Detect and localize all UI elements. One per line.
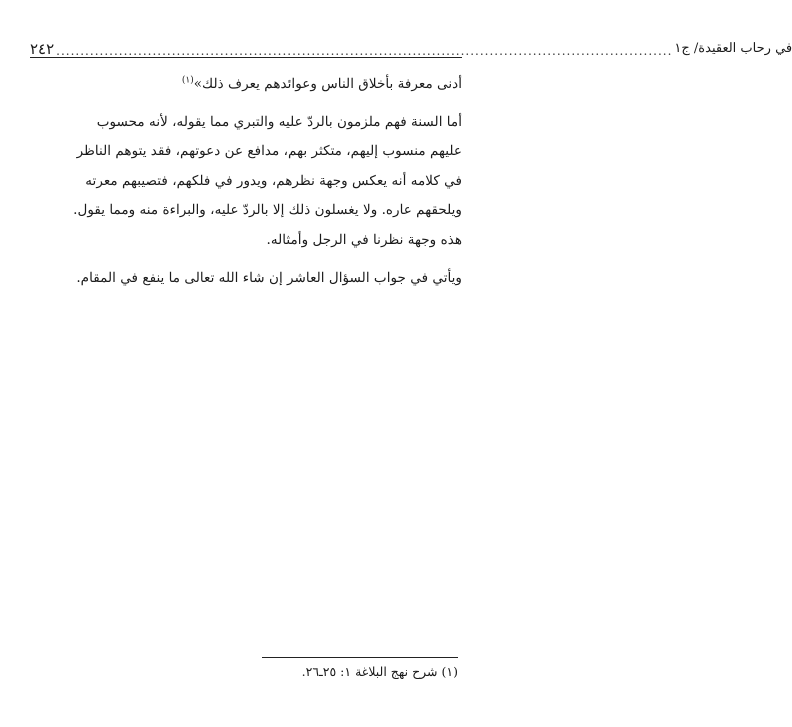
footnote-reference: (١) <box>181 75 194 86</box>
text-line: أما السنة فهم ملزمون بالردّ عليه والتبري مما يقوله، لأنه محسوب <box>96 113 462 130</box>
paragraph-1 <box>34 70 462 100</box>
main-text <box>34 70 462 294</box>
footnote-text: (١) شرح نهج البلاغة ١: ٢٥ـ٢٦. <box>301 664 458 679</box>
running-title: في رحاب العقيدة/ ج١ <box>674 41 792 56</box>
text-line: أدنى معرفة بأخلاق الناس وعوائدهم يعرف ذلك» <box>193 76 462 92</box>
running-header <box>30 36 792 58</box>
text-line: في كلامه أنه يعكس وجهة نظرهم، ويدور في فلكهم، فتصيبهم معرته <box>85 172 462 189</box>
text-line: ويأتي في جواب السؤال العاشر إن شاء الله تعالى ما ينفع في المقام. <box>76 270 462 286</box>
footnote <box>34 663 458 681</box>
leader-dots: ................................................................................................................................ <box>56 44 673 58</box>
page-number: ٢٤٢ <box>30 40 55 58</box>
header-divider <box>30 57 462 58</box>
text-line: عليهم منسوب إليهم، متكثر بهم، مدافع عن دعوتهم، فقد يتوهم الناظر <box>76 143 462 159</box>
paragraph-2 <box>34 108 462 256</box>
paragraph-3 <box>34 264 462 294</box>
text-line: ويلحقهم عاره. ولا يغسلون ذلك إلا بالردّ عليه، والبراءة منه ومما يقول. <box>73 202 462 218</box>
text-line: هذه وجهة نظرنا في الرجل وأمثاله. <box>266 231 462 248</box>
footnote-divider <box>262 657 458 658</box>
